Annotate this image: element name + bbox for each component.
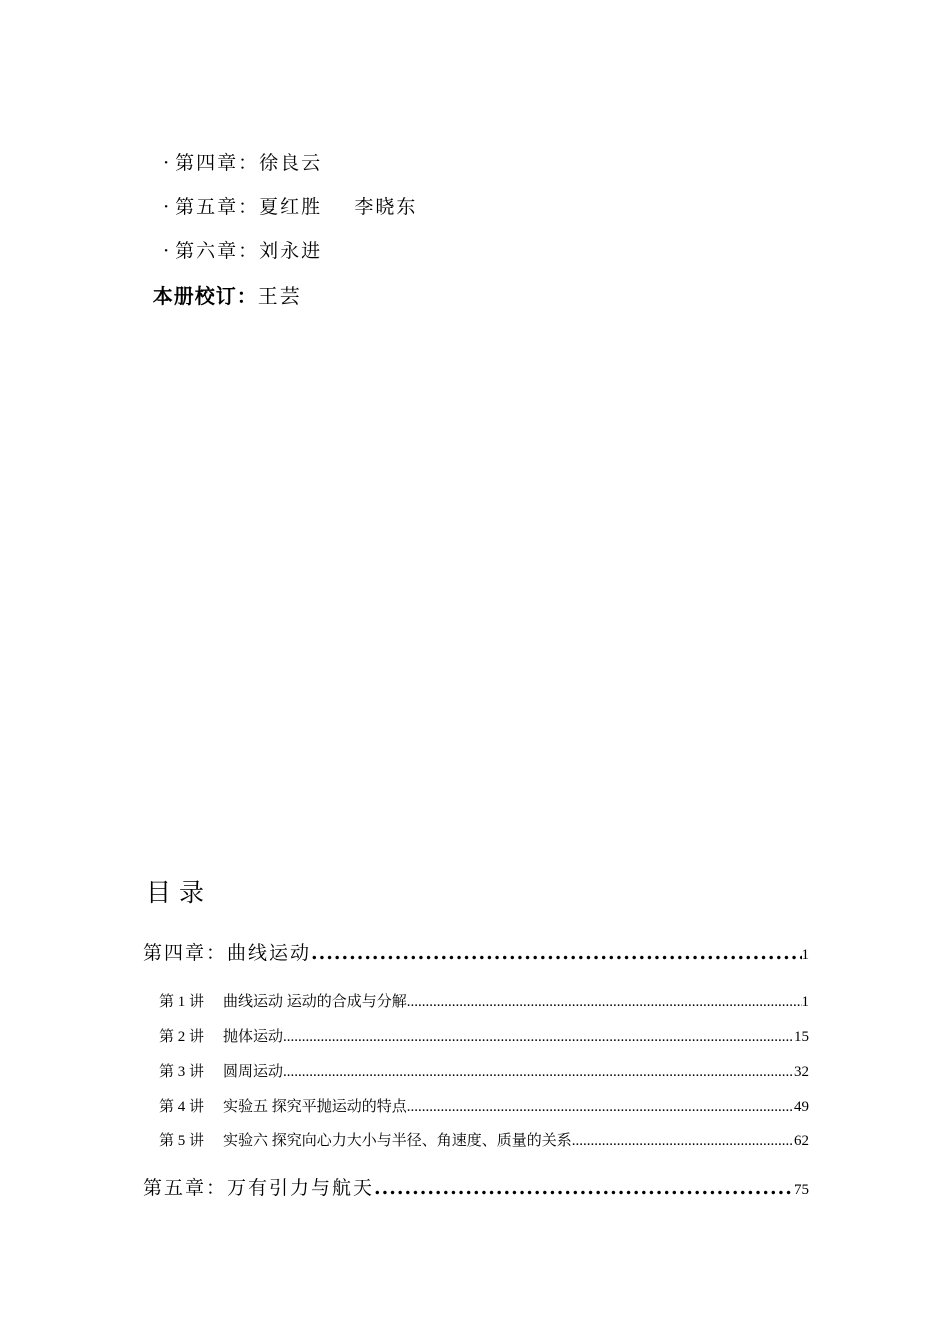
toc-lecture-number: 第 2 讲 [159,1029,205,1045]
toc-lecture-number: 第 3 讲 [159,1064,205,1080]
toc-leader-dots [572,1133,794,1150]
toc-page-number: 32 [794,1064,809,1080]
toc-leader-dots [283,1029,794,1046]
toc-chapter-label: 第五章：万有引力与航天 [143,1177,375,1199]
toc-leader-dots [374,1177,794,1199]
toc-page-number: 1 [801,947,809,963]
toc-lecture-number: 第 1 讲 [159,994,205,1010]
toc-lecture-entry[interactable] [159,1095,809,1116]
toc-page-number: 75 [794,1182,809,1198]
bullet: · [163,196,172,218]
credit-line-chapter-5 [147,170,417,219]
toc-page-number: 49 [794,1099,809,1115]
credit-names: 徐良云 [259,152,323,174]
toc-lecture-title: 曲线运动 运动的合成与分解 [223,994,407,1010]
toc-lecture-entry[interactable] [159,990,809,1011]
proofread-line [140,256,302,309]
credit-chapter: 第四章： [175,152,260,174]
toc-page-number: 62 [794,1133,809,1149]
toc-chapter-label: 第四章：曲线运动 [143,942,312,964]
toc-leader-dots [311,942,801,964]
credit-chapter: 第六章： [175,240,260,262]
toc-lecture-title: 抛体运动 [223,1029,284,1045]
toc-lecture-title: 圆周运动 [223,1064,284,1080]
toc-title: 目录 [146,878,213,907]
toc-chapter-entry[interactable] [143,1173,809,1200]
toc-lecture-number: 第 4 讲 [159,1099,205,1115]
proofread-label: 本册校订： [152,284,258,308]
toc-leader-dots [283,1064,794,1081]
toc-lecture-number: 第 5 讲 [159,1133,205,1149]
toc-lecture-entry[interactable] [159,1025,809,1046]
proofread-name: 王芸 [257,284,302,308]
toc-lecture-entry[interactable] [159,1060,809,1081]
toc-page-number: 15 [794,1029,809,1045]
toc-lecture-title: 实验五 探究平抛运动的特点 [223,1099,407,1115]
credit-line-chapter-4 [147,126,322,175]
toc-chapter-entry[interactable] [143,938,809,965]
credit-chapter: 第五章： [175,196,260,218]
toc-page-number: 1 [801,994,809,1010]
credit-names: 夏红胜 李晓东 [259,196,418,218]
toc-lecture-entry[interactable] [159,1129,809,1150]
toc-leader-dots [407,1099,794,1116]
bullet: · [163,240,172,262]
bullet: · [163,152,172,174]
toc-leader-dots [407,994,802,1011]
toc-lecture-title: 实验六 探究向心力大小与半径、角速度、质量的关系 [223,1133,572,1149]
credit-names: 刘永进 [259,240,323,262]
